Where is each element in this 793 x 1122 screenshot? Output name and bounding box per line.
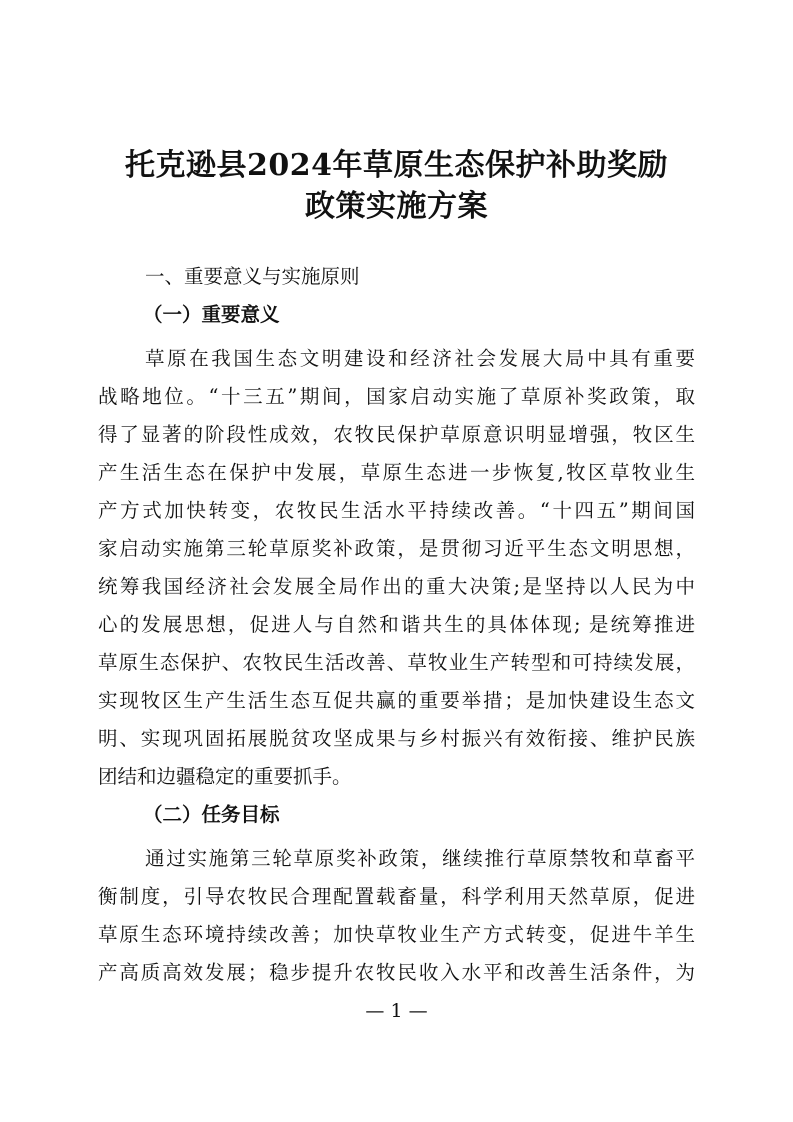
paragraph-line: 统筹我国经济社会发展全局作出的重大决策;是坚持以人民为中	[98, 575, 695, 598]
paragraph-line: 衡制度，引导农牧民合理配置载畜量，科学利用天然草原，促进	[98, 885, 695, 908]
paragraph-line: 实现牧区生产生活生态互促共赢的重要举措；是加快建设生态文	[98, 689, 695, 712]
paragraph-line: 草原生态环境持续改善；加快草牧业生产方式转变，促进牛羊生	[98, 923, 695, 946]
page-number: — 1 —	[365, 1000, 428, 1022]
paragraph-line: 产生活生态在保护中发展，草原生态进一步恢复,牧区草牧业生	[98, 461, 695, 484]
paragraph-line: 心的发展思想，促进人与自然和谐共生的具体体现; 是统筹推进	[98, 613, 695, 636]
paragraph-line: 草原在我国生态文明建设和经济社会发展大局中具有重要	[145, 347, 695, 370]
paragraph-line: 草原生态保护、农牧民生活改善、草牧业生产转型和可持续发展，	[98, 651, 695, 674]
subsection-heading-goals: （二）任务目标	[143, 803, 280, 826]
paragraph-line: 产高质高效发展；稳步提升农牧民收入水平和改善生活条件，为	[98, 961, 695, 984]
paragraph-line: 团结和边疆稳定的重要抓手。	[98, 765, 352, 788]
subsection-heading-significance: （一）重要意义	[143, 303, 280, 326]
document-title-line-1: 托克逊县2024年草原生态保护补助奖励	[125, 148, 668, 183]
paragraph-line: 得了显著的阶段性成效，农牧民保护草原意识明显增强，牧区生	[98, 423, 695, 446]
section-heading: 一、重要意义与实施原则	[145, 265, 360, 288]
paragraph-line: 战略地位。“十三五”期间，国家启动实施了草原补奖政策，取	[98, 385, 695, 408]
paragraph-line: 明、实现巩固拓展脱贫攻坚成果与乡村振兴有效衔接、维护民族	[98, 727, 695, 750]
paragraph-line: 通过实施第三轮草原奖补政策，继续推行草原禁牧和草畜平	[145, 847, 695, 870]
paragraph-line: 产方式加快转变，农牧民生活水平持续改善。“十四五”期间国	[98, 499, 695, 522]
document-title-line-2: 政策实施方案	[305, 189, 488, 224]
paragraph-line: 家启动实施第三轮草原奖补政策，是贯彻习近平生态文明思想，	[98, 537, 695, 560]
